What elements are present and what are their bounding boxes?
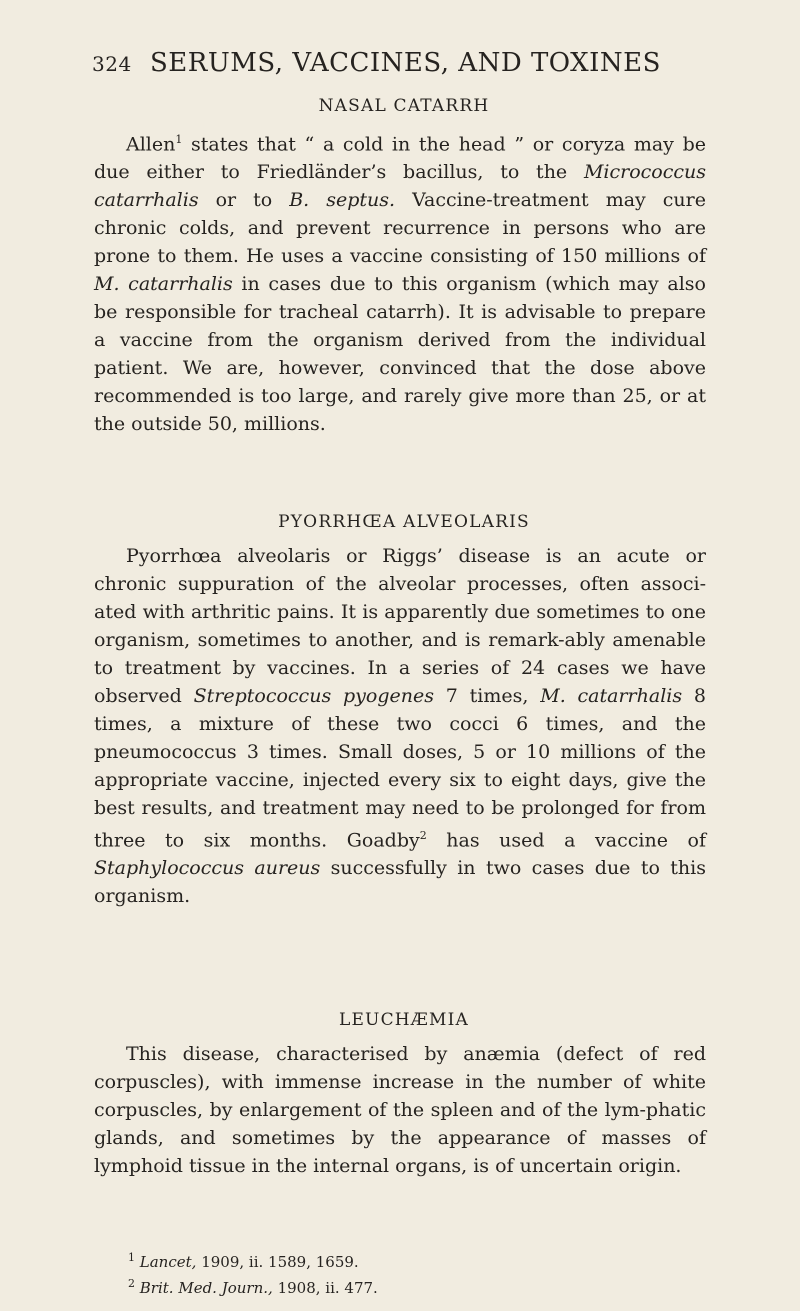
- footnote-2: $^2$ Brit. Med. Journ., 1908, ii. 477.: [128, 1277, 378, 1297]
- section-title-leuchaemia: LEUCHÆMIA: [338, 1010, 470, 1030]
- section-title-nasal-catarrh: NASAL CATARRH: [318, 96, 490, 116]
- paragraph-leuchaemia: This disease, characterised by anæmia (defect of red corpuscles), with immense increase in the number of white corpuscles, by enlargement of the spleen and of the lym-phatic glands, and sometimes by the appearance of masses of lymphoid tissue in the internal organs, is of uncertain origin.: [94, 1043, 706, 1177]
- footnote-ref: 1: [175, 133, 183, 146]
- section-title-pyorrhoea: PYORRHŒA ALVEOLARIS: [278, 512, 530, 532]
- footnotes: [128, 1247, 688, 1299]
- running-head: [92, 48, 712, 78]
- running-title: SERUMS, VACCINES, AND TOXINES: [150, 48, 661, 78]
- paragraph-pyorrhoea: Pyorrhœa alveolaris or Riggs’ disease is an acute or chronic suppuration of the alveolar processes, often associ-ated with arthritic pains. It is apparently due sometimes to one organism, sometimes to another, and is remark-ably amenable to treatment by vaccines. In a series of 24 cases we have observed Streptococcus pyogenes 7 times, M. catarrhalis 8 times, a mixture of these two cocci 6 times, and the pneumococcus 3 times. Small doses, 5 or 10 millions of the appropriate vaccine, injected every six to eight days, give the best results, and treatment may need to be prolonged for from three to six months. Goadby$^2$ has used a vaccine of Staphylococcus aureus successfully in two cases due to this organism.: [94, 545, 706, 908]
- footnote-1: $^1$ Lancet, 1909, ii. 1589, 1659.: [128, 1251, 359, 1271]
- page-number: 324: [92, 52, 132, 76]
- footnote-ref: 2: [419, 829, 427, 842]
- paragraph-nasal-catarrh: Allen$^1$ states that “ a cold in the head ” or coryza may be due either to Friedländer’s bacillus, to the Micrococcus catarrhalis or to B. septus. Vaccine-treatment may cure chronic colds, and prevent recurrence in persons who are prone to them. He uses a vaccine consisting of 150 millions of M. catarrhalis in cases due to this organism (which may also be responsible for tracheal catarrh). It is advisable to prepare a vaccine from the organism derived from the individual patient. We are, however, convinced that the dose above recommended is too large, and rarely give more than 25, or at the outside 50, millions.: [94, 133, 706, 436]
